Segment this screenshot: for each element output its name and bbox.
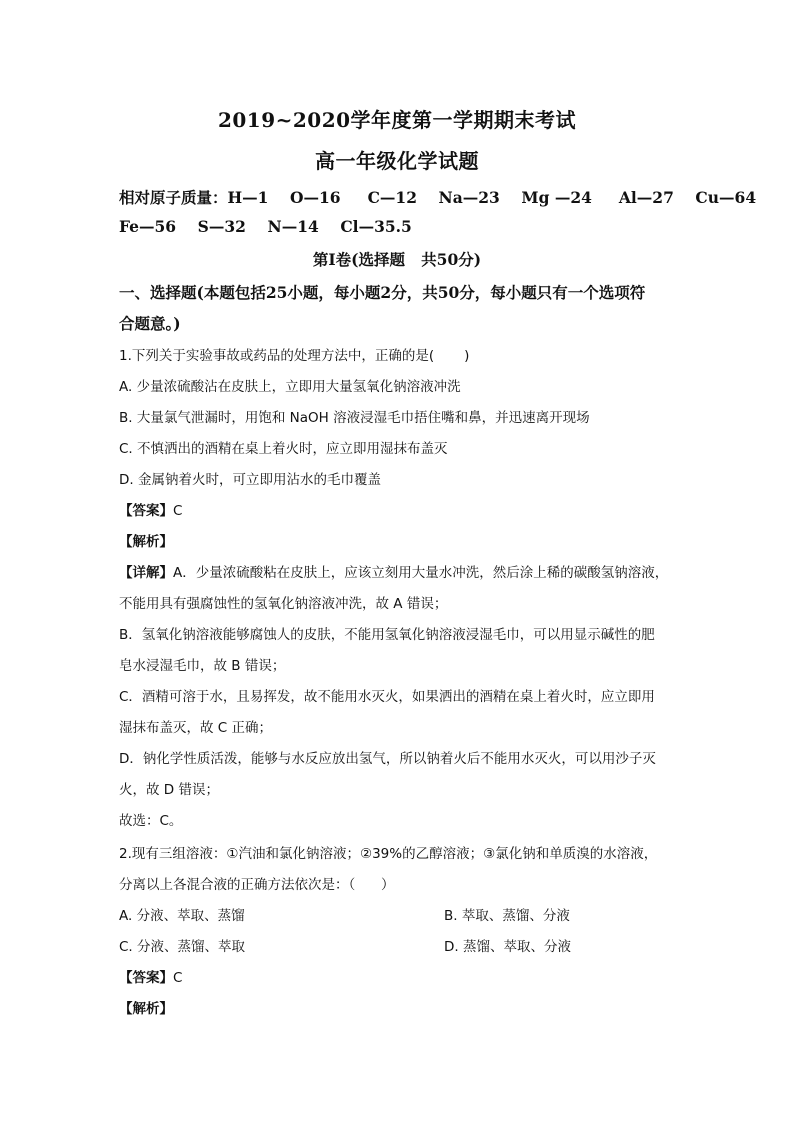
exam-subtitle: 高一年级化学试题: [315, 149, 479, 173]
question-2-stem-line-2: 分离以上各混合液的正确方法依次是：（ ）: [119, 877, 395, 893]
question-1-answer: [119, 499, 182, 519]
detail-text: A．少量浓硫酸粘在皮肤上，应该立刻用大量水冲洗，然后涂上稀的碳酸氢钠溶液，: [173, 565, 669, 581]
detail-tag: 【详解】: [119, 565, 173, 581]
answer-value: C: [173, 970, 183, 986]
answer-tag: 【答案】: [119, 503, 173, 519]
question-1-option-a: A. 少量浓硫酸沾在皮肤上，立即用大量氢氧化钠溶液冲洗: [119, 379, 461, 395]
atomic-masses-line-1: 相对原子质量：H—1 O—16 C—12 Na—23 Mg —24 Al—27 Cu—64: [119, 188, 757, 207]
atomic-masses-line-2: Fe—56 S—32 N—14 Cl—35.5: [119, 217, 412, 236]
question-1-detail-line-8: 火，故 D 错误；: [119, 782, 219, 798]
question-1-option-b: B. 大量氯气泄漏时，用饱和 NaOH 溶液浸湿毛巾捂住嘴和鼻，并迅速离开现场: [119, 410, 590, 426]
question-2-option-b: B. 萃取、蒸馏、分液: [444, 908, 570, 924]
question-1-detail-line-2: 不能用具有强腐蚀性的氢氧化钠溶液冲洗，故 A 错误；: [119, 596, 448, 612]
question-2-option-d: D. 蒸馏、萃取、分液: [444, 939, 571, 955]
question-2-answer: [119, 966, 182, 986]
question-1-option-d: D. 金属钠着火时，可立即用沾水的毛巾覆盖: [119, 472, 381, 488]
part-title: 第Ⅰ卷(选择题 共50分): [312, 250, 482, 269]
question-1-stem: 1.下列关于实验事故或药品的处理方法中，正确的是( ): [119, 348, 470, 364]
section-heading-line-1: 一、选择题(本题包括25小题，每小题2分，共50分，每小题只有一个选项符: [119, 283, 646, 302]
question-1-detail-line-7: D．钠化学性质活泼，能够与水反应放出氢气，所以钠着火后不能用水灭火，可以用沙子灭: [119, 751, 656, 767]
question-1-detail-line-9: 故选：C。: [119, 813, 183, 829]
question-1-analysis-tag: 【解析】: [119, 534, 173, 550]
question-1-detail-line-3: B．氢氧化钠溶液能够腐蚀人的皮肤，不能用氢氧化钠溶液浸湿毛巾，可以用显示碱性的肥: [119, 627, 655, 643]
answer-tag: 【答案】: [119, 970, 173, 986]
question-1-option-c: C. 不慎洒出的酒精在桌上着火时，应立即用湿抹布盖灭: [119, 441, 448, 457]
question-2-stem-line-1: 2.现有三组溶液：①汽油和氯化钠溶液；②39%的乙醇溶液；③氯化钠和单质溴的水溶液，: [119, 846, 658, 862]
question-1-detail-line-6: 湿抹布盖灭，故 C 正确；: [119, 720, 273, 736]
exam-title: 2019~2020学年度第一学期期末考试: [217, 108, 577, 132]
question-2-option-c: C. 分液、蒸馏、萃取: [119, 939, 246, 955]
question-1-detail-line-5: C．酒精可溶于水，且易挥发，故不能用水灭火，如果洒出的酒精在桌上着火时，应立即用: [119, 689, 655, 705]
answer-value: C: [173, 503, 183, 519]
question-1-detail-line-4: 皂水浸湿毛巾，故 B 错误；: [119, 658, 286, 674]
section-heading-line-2: 合题意。): [119, 314, 181, 333]
question-2-analysis-tag: 【解析】: [119, 1001, 173, 1017]
question-2-option-a: A. 分液、萃取、蒸馏: [119, 908, 245, 924]
question-1-detail-line-1: [119, 561, 668, 581]
